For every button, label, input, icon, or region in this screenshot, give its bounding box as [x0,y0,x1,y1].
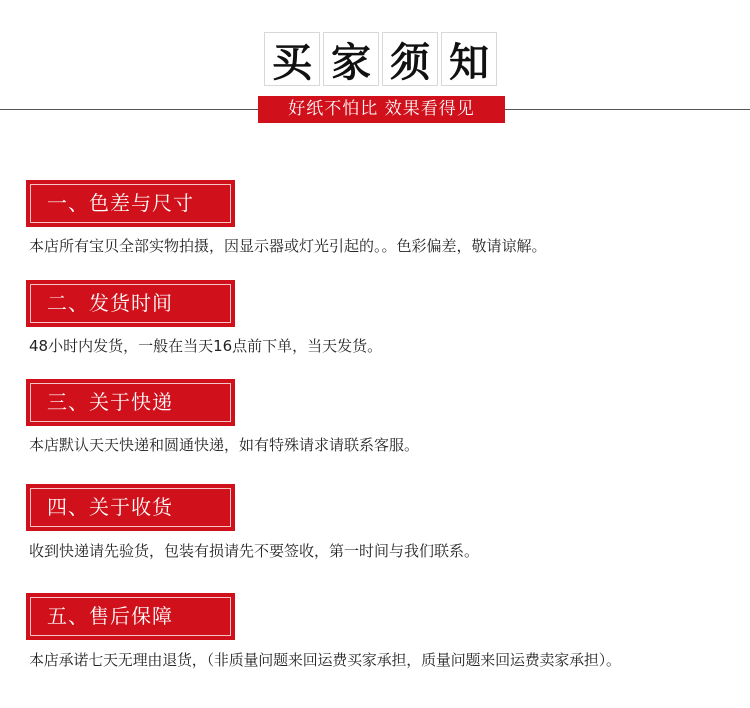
section-heading-receiving [26,484,235,531]
title-char: 家 [323,32,379,86]
section-heading-shipping-time [26,280,235,327]
title-char: 买 [264,32,320,86]
section-text-shipping-time: 48小时内发货，一般在当天16点前下单，当天发货。 [29,337,383,355]
section-text-courier: 本店默认天天快递和圆通快递，如有特殊请求请联系客服。 [29,436,420,454]
section-text-after-sales: 本店承诺七天无理由退货，（非质量问题来回运费买家承担，质量问题来回运费卖家承担）。 [29,651,621,669]
section-heading-label: 一、色差与尺寸 [30,184,231,223]
section-heading-courier [26,379,235,426]
section-heading-label: 三、关于快递 [30,383,231,422]
section-heading-after-sales [26,593,235,640]
section-text-color-size: 本店所有宝贝全部实物拍摄，因显示器或灯光引起的。。色彩偏差，敬请谅解。 [29,237,547,255]
subtitle-banner: 好纸不怕比 效果看得见 [258,96,505,123]
title-char: 须 [382,32,438,86]
section-heading-label: 五、售后保障 [30,597,231,636]
section-heading-color-size [26,180,235,227]
section-heading-label: 四、关于收货 [30,488,231,527]
title-char: 知 [441,32,497,86]
section-text-receiving: 收到快递请先验货，包装有损请先不要签收，第一时间与我们联系。 [29,542,480,560]
page-title [264,32,500,86]
section-heading-label: 二、发货时间 [30,284,231,323]
